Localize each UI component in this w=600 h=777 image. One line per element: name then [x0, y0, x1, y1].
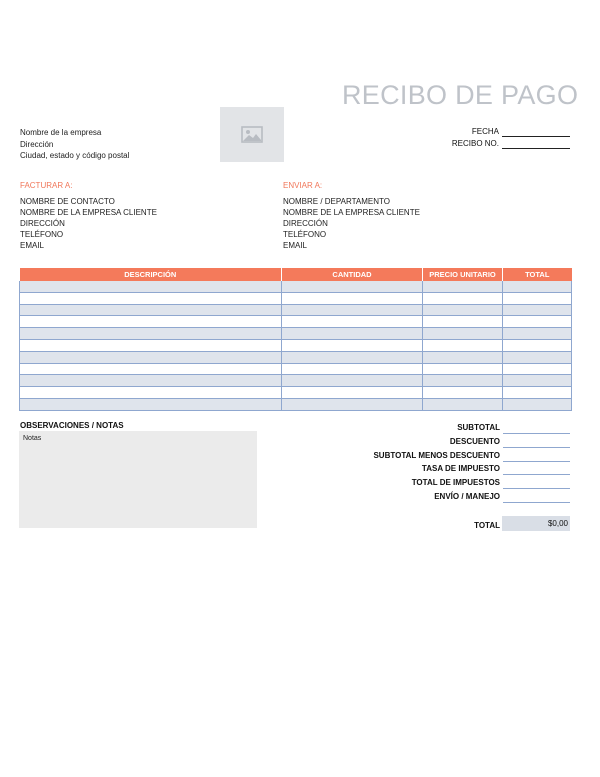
unit-price-cell[interactable] [423, 375, 503, 387]
table-row [20, 316, 572, 328]
unit-price-cell[interactable] [423, 387, 503, 399]
total-label: TOTAL [474, 521, 500, 530]
quantity-cell[interactable] [282, 304, 423, 316]
quantity-cell[interactable] [282, 328, 423, 340]
shipping-label: ENVÍO / MANEJO [434, 492, 500, 501]
date-label: FECHA [471, 127, 499, 136]
quantity-cell[interactable] [282, 375, 423, 387]
unit-price-cell[interactable] [423, 351, 503, 363]
unit-price-cell[interactable] [423, 304, 503, 316]
unit-price-cell[interactable] [423, 363, 503, 375]
quantity-cell[interactable] [282, 398, 423, 410]
quantity-cell[interactable] [282, 292, 423, 304]
image-placeholder-icon [241, 126, 263, 143]
unit-price-cell[interactable] [423, 328, 503, 340]
logo-placeholder[interactable] [220, 107, 284, 162]
col-quantity: CANTIDAD [282, 268, 423, 281]
notes-area[interactable] [19, 431, 257, 528]
table-row [20, 281, 572, 292]
description-cell[interactable] [20, 363, 282, 375]
quantity-cell[interactable] [282, 363, 423, 375]
bill-to-heading: FACTURAR A: [20, 181, 73, 190]
total-cell[interactable] [503, 328, 572, 340]
table-row [20, 387, 572, 399]
discount-label: DESCUENTO [449, 437, 500, 446]
ship-to-email[interactable]: EMAIL [283, 241, 308, 250]
items-table [19, 268, 572, 411]
total-cell[interactable] [503, 281, 572, 292]
total-cell[interactable] [503, 339, 572, 351]
total-cell[interactable] [503, 292, 572, 304]
company-city: Ciudad, estado y código postal [20, 151, 130, 160]
subtotal-less-discount-field[interactable] [503, 461, 570, 462]
total-tax-field[interactable] [503, 488, 570, 489]
bill-to-contact[interactable]: NOMBRE DE CONTACTO [20, 197, 115, 206]
description-cell[interactable] [20, 351, 282, 363]
total-value: $0,00 [547, 519, 568, 528]
document-title: RECIBO DE PAGO [342, 80, 579, 110]
unit-price-cell[interactable] [423, 398, 503, 410]
notes-heading: OBSERVACIONES / NOTAS [20, 421, 124, 430]
total-cell[interactable] [503, 363, 572, 375]
quantity-cell[interactable] [282, 351, 423, 363]
tax-rate-label: TASA DE IMPUESTO [421, 464, 500, 473]
unit-price-cell[interactable] [423, 292, 503, 304]
table-row [20, 398, 572, 410]
table-row [20, 339, 572, 351]
description-cell[interactable] [20, 292, 282, 304]
subtotal-label: SUBTOTAL [457, 423, 500, 432]
discount-field[interactable] [503, 447, 570, 448]
unit-price-cell[interactable] [423, 281, 503, 292]
total-cell[interactable] [503, 351, 572, 363]
receipt-number-label: RECIBO NO. [451, 139, 499, 148]
bill-to-company[interactable]: NOMBRE DE LA EMPRESA CLIENTE [20, 208, 157, 217]
table-row [20, 328, 572, 340]
description-cell[interactable] [20, 316, 282, 328]
total-tax-label: TOTAL DE IMPUESTOS [411, 478, 500, 487]
table-row [20, 351, 572, 363]
bill-to-phone[interactable]: TELÉFONO [20, 230, 64, 239]
total-cell[interactable] [503, 304, 572, 316]
items-table-header [20, 268, 572, 281]
quantity-cell[interactable] [282, 387, 423, 399]
total-cell[interactable] [503, 375, 572, 387]
description-cell[interactable] [20, 281, 282, 292]
description-cell[interactable] [20, 339, 282, 351]
description-cell[interactable] [20, 328, 282, 340]
description-cell[interactable] [20, 304, 282, 316]
col-total: TOTAL [503, 268, 572, 281]
unit-price-cell[interactable] [423, 316, 503, 328]
subtotal-field[interactable] [503, 433, 570, 434]
quantity-cell[interactable] [282, 316, 423, 328]
tax-rate-field[interactable] [503, 474, 570, 475]
unit-price-cell[interactable] [423, 339, 503, 351]
ship-to-department[interactable]: NOMBRE / DEPARTAMENTO [283, 197, 390, 206]
table-row [20, 363, 572, 375]
description-cell[interactable] [20, 375, 282, 387]
description-cell[interactable] [20, 398, 282, 410]
shipping-field[interactable] [503, 502, 570, 503]
total-cell[interactable] [503, 387, 572, 399]
receipt-number-field[interactable] [502, 148, 570, 149]
quantity-cell[interactable] [282, 339, 423, 351]
table-row [20, 375, 572, 387]
notes-placeholder: Notas [23, 435, 42, 442]
company-address: Dirección [20, 139, 54, 149]
col-description: DESCRIPCIÓN [20, 268, 282, 281]
table-row [20, 304, 572, 316]
subtotal-less-discount-label: SUBTOTAL MENOS DESCUENTO [373, 451, 500, 460]
description-cell[interactable] [20, 387, 282, 399]
total-cell[interactable] [503, 398, 572, 410]
date-field[interactable] [502, 136, 570, 137]
ship-to-phone[interactable]: TELÉFONO [283, 230, 327, 239]
bill-to-block [20, 196, 157, 251]
ship-to-company[interactable]: NOMBRE DE LA EMPRESA CLIENTE [283, 208, 420, 217]
quantity-cell[interactable] [282, 281, 423, 292]
ship-to-heading: ENVIAR A: [283, 181, 323, 190]
company-name: Nombre de la empresa [20, 128, 102, 137]
ship-to-block [283, 196, 420, 251]
total-cell[interactable] [503, 316, 572, 328]
bill-to-email[interactable]: EMAIL [20, 241, 45, 250]
col-unit-price: PRECIO UNITARIO [423, 268, 503, 281]
company-info [20, 127, 129, 162]
table-row [20, 292, 572, 304]
bill-to-address[interactable]: DIRECCIÓN [20, 219, 65, 228]
ship-to-address[interactable]: DIRECCIÓN [283, 219, 328, 228]
